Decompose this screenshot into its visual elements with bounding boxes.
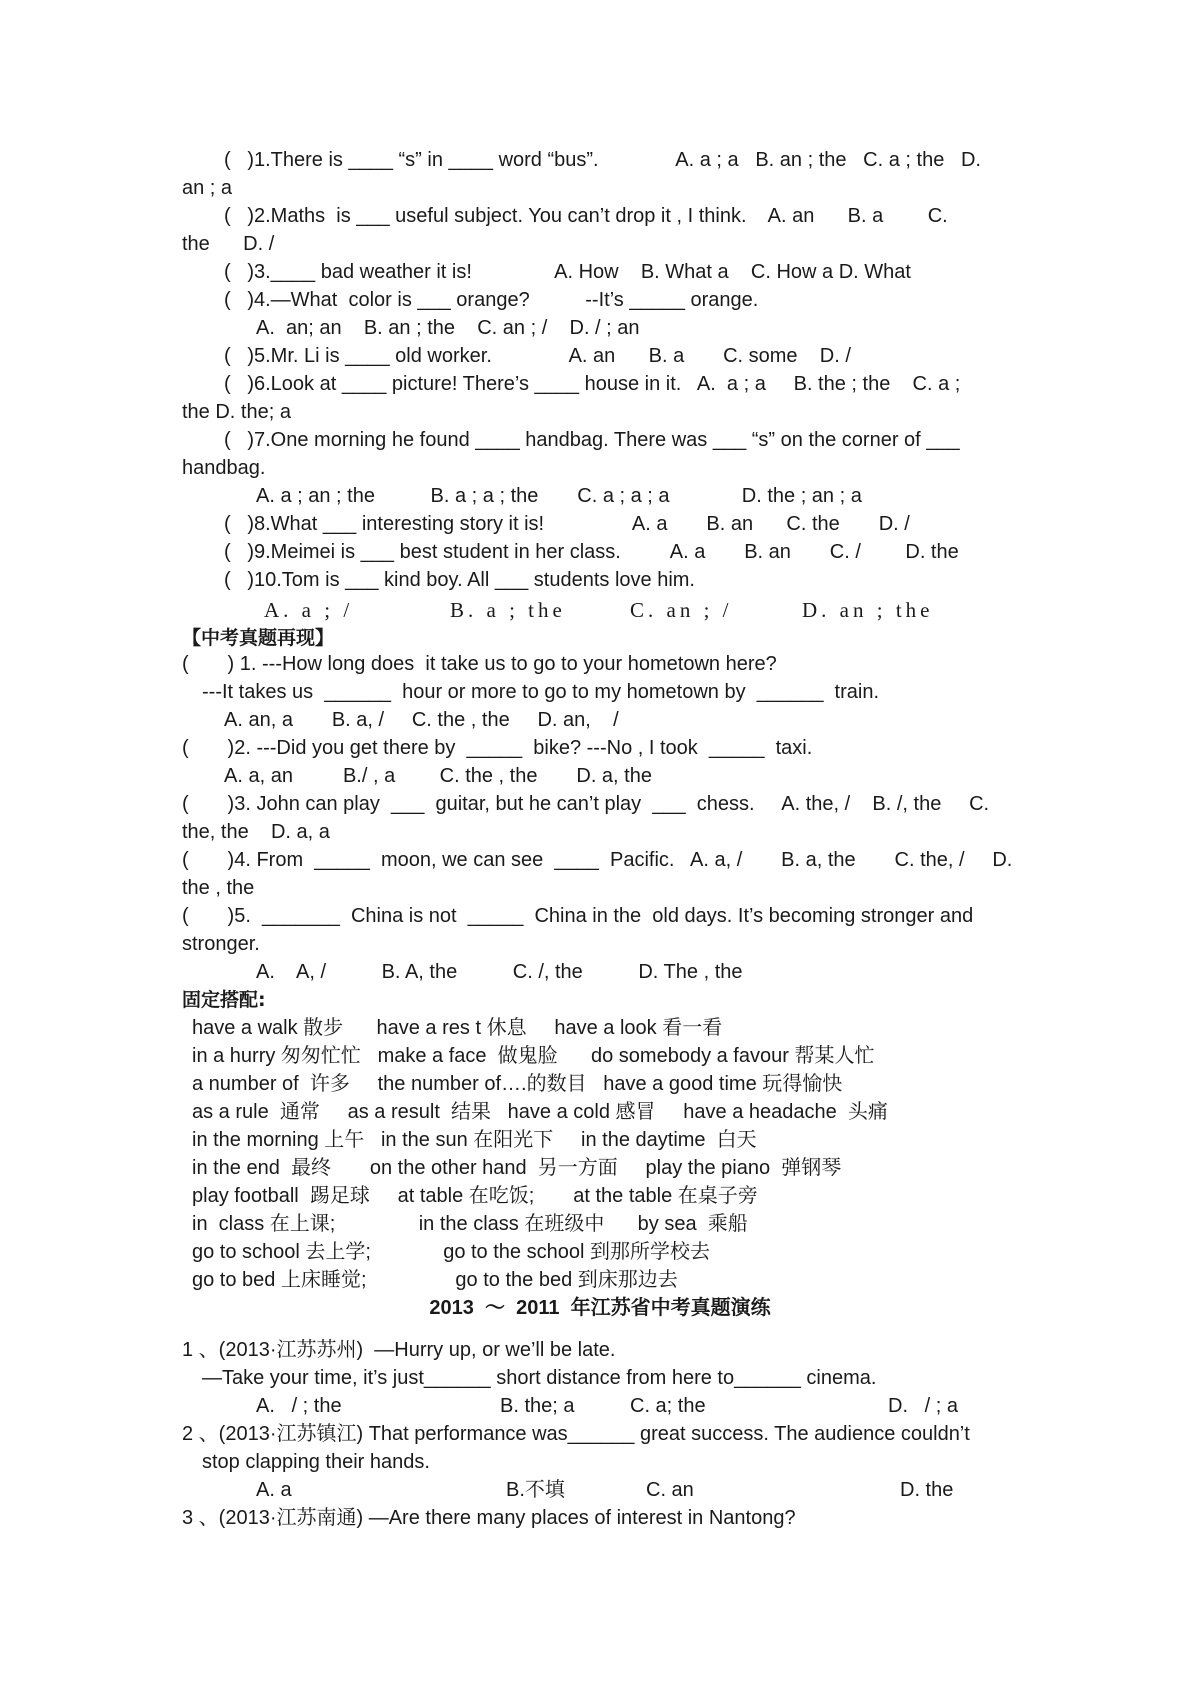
exercise-line: handbag. xyxy=(182,457,266,479)
phrase-line: in the morning 上午 in the sun 在阳光下 in the daytime 白天 xyxy=(192,1129,757,1151)
exercise-line: ( )8.What ___ interesting story it is! A. a B. an C. the D. / xyxy=(224,513,910,535)
zhongkao-line: A. an, a B. a, / C. the , the D. an, / xyxy=(224,709,619,731)
p1-option-d: D. / ; a xyxy=(888,1395,959,1417)
exercise-line: ( )1.There is ____ “s” in ____ word “bus”. A. a ; a B. an ; the C. a ; the D. xyxy=(224,149,981,171)
phrase-line: in a hurry 匆匆忙忙 make a face 做鬼脸 do somebody a favour 帮某人忙 xyxy=(192,1045,875,1067)
exercise-line: the D. the; a xyxy=(182,401,291,423)
q10-option-a: A. a ; / xyxy=(264,598,354,622)
exercise-line: ( )6.Look at ____ picture! There’s ____ house in it. A. a ; a B. the ; the C. a ; xyxy=(224,373,961,395)
zhongkao-line: A. A, / B. A, the C. /, the D. The , the xyxy=(256,961,743,983)
phrase-line: a number of 许多 the number of….的数目 have a good time 玩得愉快 xyxy=(192,1073,843,1095)
phrase-line: as a rule 通常 as a result 结果 have a cold 感冒 have a headache 头痛 xyxy=(192,1101,888,1123)
p2-option-b: B.不填 xyxy=(506,1479,565,1501)
p1-option-b: B. the; a xyxy=(500,1395,575,1417)
exercise-line: an ; a xyxy=(182,177,233,199)
phrase-line: go to bed 上床睡觉; go to the bed 到床那边去 xyxy=(192,1269,678,1291)
practice-title: 2013 ～ 2011 年江苏省中考真题演练 xyxy=(429,1297,771,1319)
exercise-line: the D. / xyxy=(182,233,275,255)
zhongkao-line: stronger. xyxy=(182,933,260,955)
p2-option-c: C. an xyxy=(646,1479,694,1501)
p2-option-d: D. the xyxy=(900,1479,954,1501)
zhongkao-line: ( )3. John can play ___ guitar, but he can’t play ___ chess. A. the, / B. /, the C. xyxy=(182,793,990,815)
q10-option-d: D. an ; the xyxy=(802,598,934,622)
p1-option-a: A. / ; the xyxy=(256,1395,342,1417)
zhongkao-line: the , the xyxy=(182,877,255,899)
exercise-line: ( )2.Maths is ___ useful subject. You can’t drop it , I think. A. an B. a C. xyxy=(224,205,948,227)
exercise-line: A. a ; an ; the B. a ; a ; the C. a ; a ; a D. the ; an ; a xyxy=(256,485,862,507)
phrase-line: play football 踢足球 at table 在吃饭; at the table 在桌子旁 xyxy=(192,1185,758,1207)
phrase-line: in the end 最终 on the other hand 另一方面 play the piano 弹钢琴 xyxy=(192,1157,842,1179)
zhongkao-line: ( )2. ---Did you get there by _____ bike? ---No , I took _____ taxi. xyxy=(182,737,813,759)
phrases-heading: 固定搭配: xyxy=(182,989,266,1011)
exercise-line: ( )3.____ bad weather it is! A. How B. What a C. How a D. What xyxy=(224,261,911,283)
q10-option-b: B. a ; the xyxy=(450,598,566,622)
practice-line: 1 、(2013·江苏苏州) —Hurry up, or we’ll be late. xyxy=(182,1339,616,1361)
zhongkao-line: ( )4. From _____ moon, we can see ____ Pacific. A. a, / B. a, the C. the, / D. xyxy=(182,849,1013,871)
phrase-line: in class 在上课; in the class 在班级中 by sea 乘船 xyxy=(192,1213,748,1235)
zhongkao-line: ---It takes us ______ hour or more to go to my hometown by ______ train. xyxy=(202,681,880,703)
practice-line: 3 、(2013·江苏南通) —Are there many places of interest in Nantong? xyxy=(182,1507,796,1529)
q10-option-c: C. an ; / xyxy=(630,598,733,622)
zhongkao-line: ( )5. _______ China is not _____ China in the old days. It’s becoming stronger and xyxy=(182,905,974,927)
exercise-line: ( )4.—What color is ___ orange? --It’s _____ orange. xyxy=(224,289,759,311)
zhongkao-line: ( ) 1. ---How long does it take us to go to your hometown here? xyxy=(182,653,777,675)
zhongkao-line: A. a, an B./ , a C. the , the D. a, the xyxy=(224,765,652,787)
practice-line: 2 、(2013·江苏镇江) That performance was______ great success. The audience couldn’t xyxy=(182,1423,970,1445)
p2-option-a: A. a xyxy=(256,1479,292,1501)
phrase-line: have a walk 散步 have a res t 休息 have a look 看一看 xyxy=(192,1017,723,1039)
practice-line: stop clapping their hands. xyxy=(202,1451,430,1473)
zhongkao-line: the, the D. a, a xyxy=(182,821,330,843)
exercise-line: ( )5.Mr. Li is ____ old worker. A. an B. a C. some D. / xyxy=(224,345,851,367)
exercise-line: ( )9.Meimei is ___ best student in her class. A. a B. an C. / D. the xyxy=(224,541,959,563)
phrase-line: go to school 去上学; go to the school 到那所学校去 xyxy=(192,1241,710,1263)
p1-option-c: C. a; the xyxy=(630,1395,706,1417)
practice-line: —Take your time, it’s just______ short distance from here to______ cinema. xyxy=(202,1367,877,1389)
exercise-line: ( )7.One morning he found ____ handbag. There was ___ “s” on the corner of ___ xyxy=(224,429,960,451)
zhongkao-heading: 【中考真题再现】 xyxy=(182,627,335,649)
exercise-line: A. an; an B. an ; the C. an ; / D. / ; an xyxy=(256,317,640,339)
exercise-line: ( )10.Tom is ___ kind boy. All ___ students love him. xyxy=(224,569,695,591)
